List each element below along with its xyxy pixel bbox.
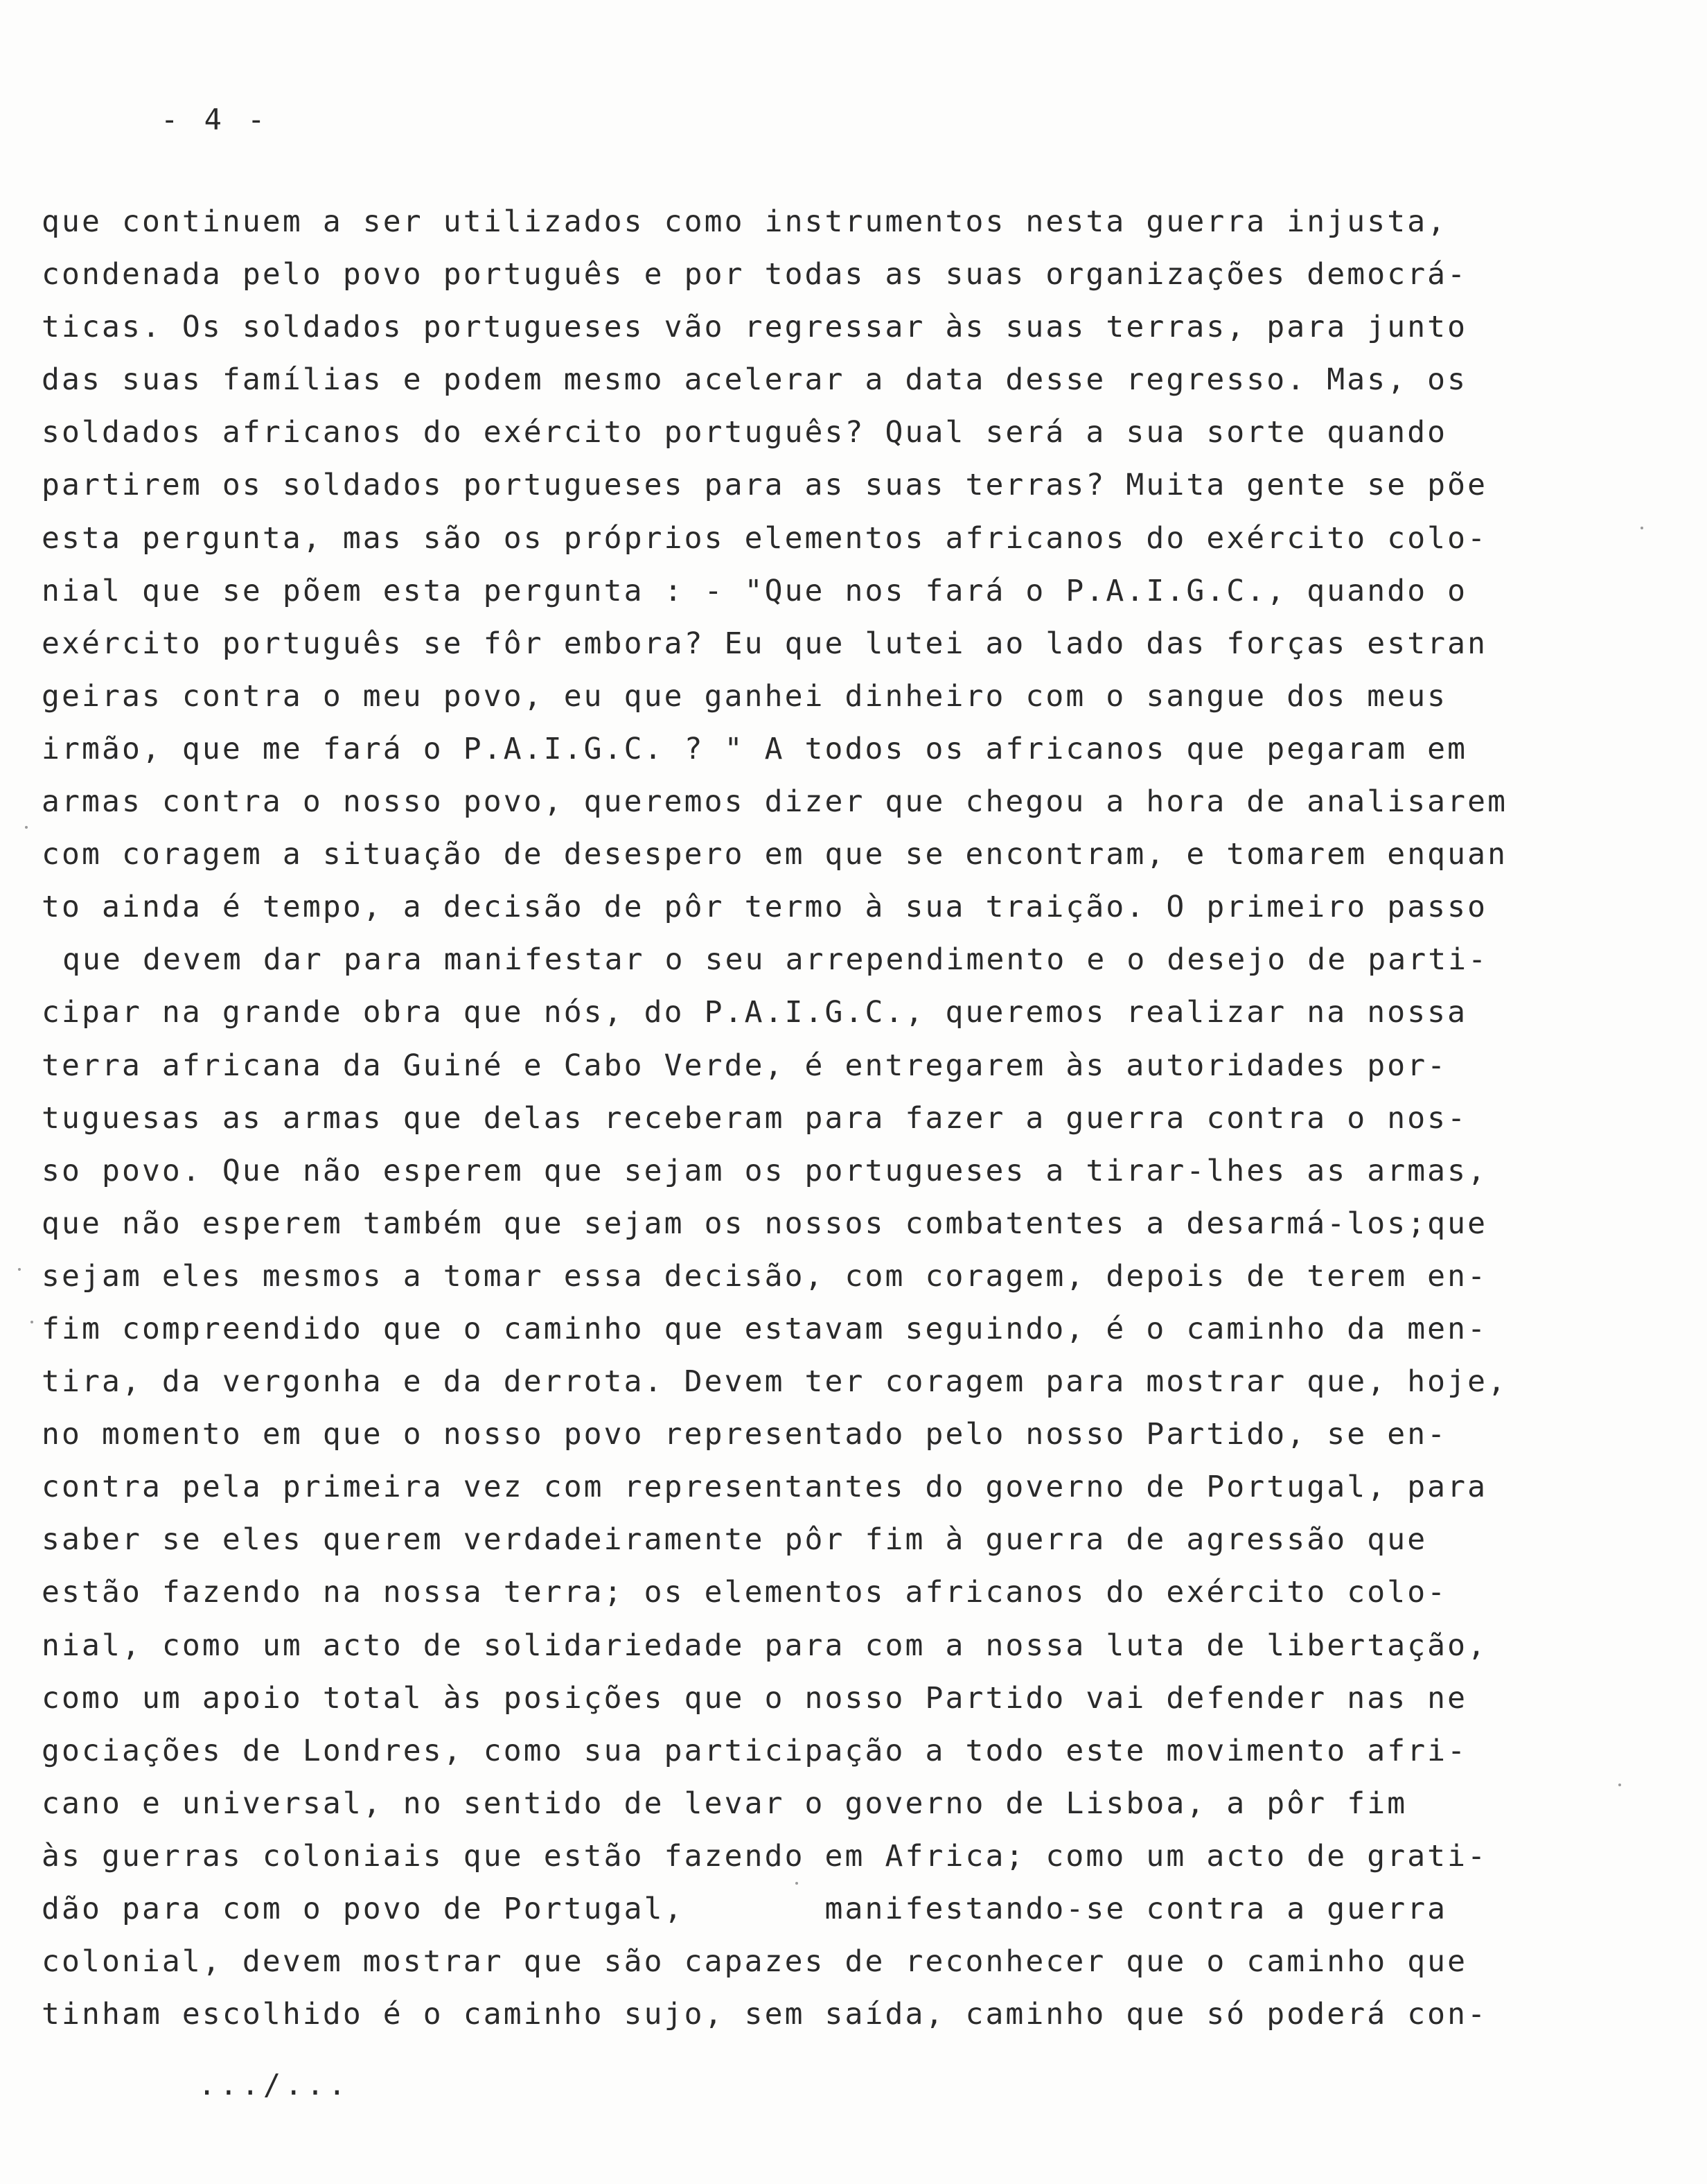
continuation-mark: .../...	[198, 2068, 351, 2102]
text-line: contra pela primeira vez com representantes do governo de Portugal, para	[42, 1470, 1488, 1505]
text-line: tinham escolhido é o caminho sujo, sem saída, caminho que só poderá con-	[42, 1997, 1488, 2032]
text-line: nial que se põem esta pergunta : - "Que nos fará o P.A.I.G.C., quando o	[42, 573, 1468, 608]
text-line: com coragem a situação de desespero em que se encontram, e tomarem enquan	[42, 837, 1508, 872]
scan-speck	[30, 1321, 33, 1323]
text-line: saber se eles querem verdadeiramente pôr fim à guerra de agressão que	[42, 1522, 1428, 1558]
text-line: fim compreendido que o caminho que estavam seguindo, é o caminho da men-	[42, 1311, 1488, 1346]
text-line: soldados africanos do exército português? Qual será a sua sorte quando	[42, 415, 1448, 450]
text-line: como um apoio total às posições que o nosso Partido vai defender nas ne	[42, 1680, 1468, 1716]
text-line: to ainda é tempo, a decisão de pôr termo à sua traição. O primeiro passo	[42, 890, 1488, 925]
text-line: ticas. Os soldados portugueses vão regressar às suas terras, para junto	[42, 310, 1468, 345]
text-line: cipar na grande obra que nós, do P.A.I.G.C., queremos realizar na nossa	[42, 995, 1468, 1030]
text-line: estão fazendo na nossa terra; os elementos africanos do exército colo-	[42, 1575, 1448, 1610]
text-line: nial, como um acto de solidariedade para com a nossa luta de libertação,	[42, 1628, 1488, 1663]
scan-speck	[25, 826, 28, 829]
text-line: no momento em que o nosso povo representado pelo nosso Partido, se en-	[42, 1417, 1448, 1452]
text-line: irmão, que me fará o P.A.I.G.C. ? " A todos os africanos que pegaram em	[42, 731, 1468, 766]
scan-speck	[795, 1882, 798, 1885]
text-line: que não esperem também que sejam os nossos combatentes a desarmá-los;que	[42, 1206, 1488, 1241]
text-line: que continuem a ser utilizados como instrumentos nesta guerra injusta,	[42, 204, 1448, 239]
text-line: que devem dar para manifestar o seu arrependimento e o desejo de parti-	[62, 942, 1489, 978]
text-line: tira, da vergonha e da derrota. Devem ter coragem para mostrar que, hoje,	[42, 1364, 1508, 1400]
text-line: terra africana da Guiné e Cabo Verde, é entregarem às autoridades por-	[42, 1048, 1448, 1083]
text-line: sejam eles mesmos a tomar essa decisão, com coragem, depois de terem en-	[42, 1258, 1488, 1294]
text-line: armas contra o nosso povo, queremos dizer que chegou a hora de analisarem	[42, 784, 1508, 820]
body-text	[42, 195, 1683, 2041]
scan-speck	[1640, 527, 1643, 529]
text-line: dão para com o povo de Portugal, manifestando-se contra a guerra	[42, 1892, 1448, 1926]
text-line: colonial, devem mostrar que são capazes de reconhecer que o caminho que	[42, 1944, 1468, 1980]
text-line: cano e universal, no sentido de levar o governo de Lisboa, a pôr fim	[42, 1786, 1408, 1821]
scan-speck	[1618, 1784, 1621, 1786]
text-line: partirem os soldados portugueses para as suas terras? Muita gente se põe	[42, 468, 1488, 503]
text-line: tuguesas as armas que delas receberam para fazer a guerra contra o nos-	[42, 1100, 1468, 1136]
text-line: geiras contra o meu povo, eu que ganhei dinheiro com o sangue dos meus	[42, 678, 1448, 714]
text-line: gociações de Londres, como sua participação a todo este movimento afri-	[42, 1733, 1468, 1768]
text-line: so povo. Que não esperem que sejam os portugueses a tirar-lhes as armas,	[42, 1153, 1488, 1188]
scan-speck	[18, 1268, 21, 1271]
text-line: das suas famílias e podem mesmo acelerar a data desse regresso. Mas, os	[42, 362, 1468, 398]
text-line: às guerras coloniais que estão fazendo em Africa; como um acto de grati-	[42, 1838, 1488, 1874]
text-line: exército português se fôr embora? Eu que lutei ao lado das forças estran	[42, 626, 1488, 661]
text-line: esta pergunta, mas são os próprios elementos africanos do exército colo-	[42, 520, 1488, 556]
text-line: condenada pelo povo português e por todas as suas organizações democrá-	[42, 257, 1468, 292]
page-number: - 4 -	[161, 103, 269, 136]
